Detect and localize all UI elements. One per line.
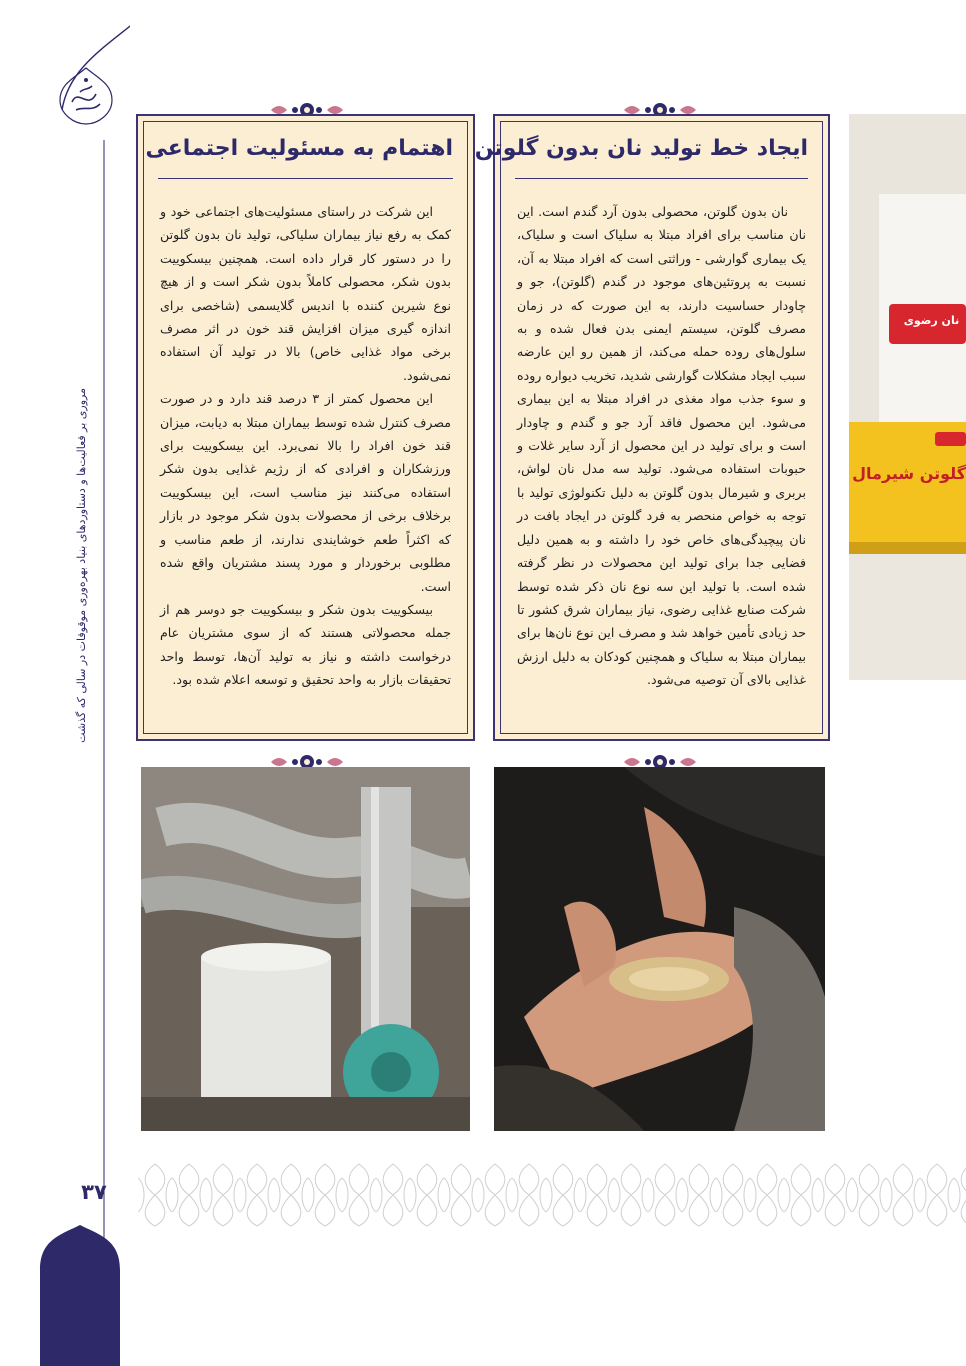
factory-machinery-image	[141, 767, 470, 1131]
paragraph: این شرکت در راستای مسئولیت‌های اجتماعی خود و کمک به رفع نیاز بیماران سلیاکی، تولید نان بدون گلوتن را در دستور کار قرار داده است. همچنین بیسکوییت بدون شکر، محصولی کاملاً بدون شکر است و از هیچ نوع شیرین کننده با اندیس گلایسمی (شاخصی برای اندازه گیری میزان افزایش قند خون در اثر مصرف برخی مواد غذایی خاص) بالا در تولید آن استفاده نمی‌شود.	[160, 204, 451, 383]
social-responsibility-body	[160, 200, 451, 692]
social-responsibility-box	[136, 114, 475, 741]
brand-label: نان رضوی	[903, 314, 960, 327]
gluten-free-body	[517, 200, 806, 692]
decorative-pattern-band	[138, 1162, 966, 1228]
left-rail	[0, 0, 130, 1366]
grain-hands-photo	[494, 767, 825, 1131]
gluten-free-title: ایجاد خط تولید نان بدون گلوتن	[474, 136, 808, 161]
grain-hands-image	[494, 767, 825, 1131]
vertical-title-text: مروری بر فعالیت‌ها و دستاوردهای بنیاد بهره‌وری موقوفات در سالی که گذشت	[74, 387, 88, 743]
rail-decoration	[0, 0, 130, 1366]
gluten-free-box	[474, 114, 830, 741]
product-photo-image	[849, 114, 966, 680]
factory-photo	[141, 767, 470, 1131]
title-divider	[158, 178, 453, 179]
social-responsibility-title: اهتمام به مسئولیت اجتماعی	[145, 136, 453, 161]
geometric-pattern-icon	[138, 1162, 966, 1228]
page-number: ۳۷	[81, 1180, 107, 1204]
vertical-section-title	[71, 145, 91, 985]
foundation-logo-icon	[58, 66, 114, 126]
title-divider	[515, 178, 808, 179]
product-label: گلوتن شیرمال	[852, 464, 966, 483]
paragraph: این محصول کمتر از ۳ درصد قند دارد و در صورت مصرف کنترل شده توسط بیماران مبتلا به دیابت، میزان قند خون افراد را بالا نمی‌برد. این بیسکوییت برای ورزشکاران و افرادی که از رژیم غذایی بدون شکر استفاده می‌کنند نیز مناسب است، این بیسکوییت برخلاف برخی از محصولات بدون شکر موجود در بازار که اکثراً طعم خوشایندی ندارند، از طعم مناسب و مطلوبی برخوردار و مورد پسند مشتریان واقع شده است.	[160, 391, 451, 594]
paragraph: نان بدون گلوتن، محصولی بدون آرد گندم است. این نان مناسب برای افراد مبتلا به سلیاک است و سلیاک، یک بیماری گوارشی - وراثتی است که افراد مبتلا به آن، نسبت به پروتئین‌های موجود در گندم (گلوتن)، جو و چاودار حساسیت دارند، به این صورت که در زمان مصرف گلوتن، سیستم ایمنی بدن فعال شده و به سلول‌های روده حمله می‌کند، از همین رو این عارضه سبب ایجاد مشکلات گوارشی شدید، تخریب دیواره روده و سوء جذب مواد مغذی در افراد مبتلا به این بیماری می‌شود. این محصول فاقد آرد جو و گندم و چاودار است و برای تولید در این محصول از آرد سایر غلات و حبوبات استفاده می‌شود. تولید سه مدل نان لواش، بربری و شیرمال بدون گلوتن به دلیل تکنولوژی تولید با توجه به خواص منحصر به فرد گلوتن در ایجاد بافت در نان پیچیدگی‌های خاص خود را داشته و به همین دلیل فضایی جدا برای تولید این محصولات در نظر گرفته شده است. با تولید این سه نوع نان ذکر شده توسط شرکت صنایع غذایی رضوی، نیاز بیماران شرق کشور تا حد زیادی تأمین خواهد شد و مصرف این نوع نان‌ها برای بیماران مبتلا به سلیاک و همچنین کودکان به دلیل ارزش غذایی بالای آن توصیه می‌شود.	[517, 204, 806, 688]
product-photo	[849, 114, 966, 680]
paragraph: بیسکوییت بدون شکر و بیسکوییت جو دوسر هم از جمله محصولاتی هستند که از سوی مشتریان عام درخواست داشته و نیاز به تولید آن‌ها، توسط واحد تحقیقات بازار به واحد تحقیق و توسعه اعلام شده بود.	[160, 601, 451, 688]
